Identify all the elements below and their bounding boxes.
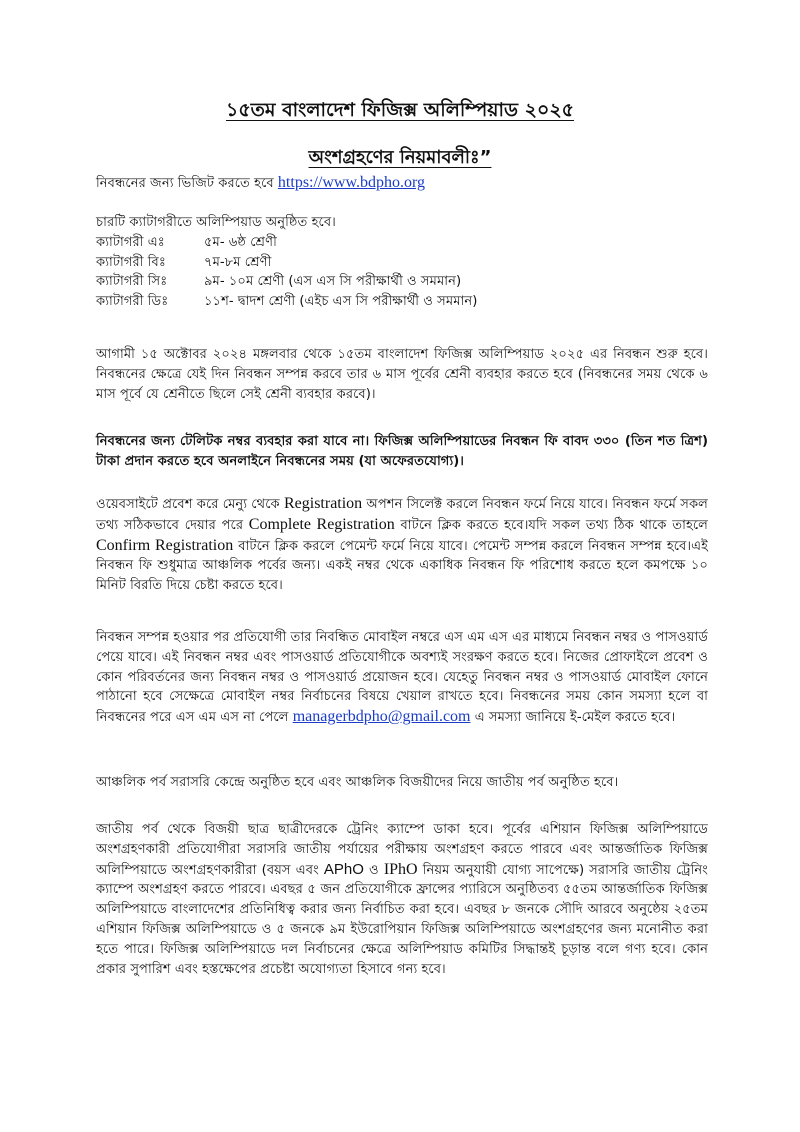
registration-start-text: আগামী ১৫ অক্টোবর ২০২৪ মঙ্গলবার থেকে ১৫তম বাংলাদেশ ফিজিক্স অলিম্পিয়াড ২০২৫ এর নিবন্ধন শুরু হবে। নিবন্ধনের ক্ষেত্রে যেই দিন নিবন্ধন সম্পন্ন করবে তার ৬ মাস পূর্বের শ্রেনী ব্যবহার করতে হবে (নিবন্ধনের সময় থেকে ৬ মাস পূর্বে যে শ্রেনীতে ছিলে সেই শ্রেনী ব্যবহার করবে)। bbox=[96, 347, 708, 402]
fee-paragraph bbox=[96, 432, 708, 472]
category-detail: ৯ম- ১০ম শ্রেণী (এস এস সি পরীক্ষার্থী ও সমমান) bbox=[204, 274, 462, 290]
confirm-registration-term: Confirm Registration bbox=[96, 536, 234, 554]
category-detail: ১১শ- দ্বাদশ শ্রেণী (এইচ এস সি পরীক্ষার্থী ও সমমান) bbox=[204, 294, 478, 310]
national-text-1: জাতীয় পর্ব থেকে বিজয়ী ছাত্র ছাত্রীদেরকে ট্রেনিং ক্যাম্পে ডাকা হবে। পূর্বের এশিয়ান ফিজিক্স অলিম্পিয়াডে অংশগ্রহণকারী প্রতিযোগীরা সরাসরি জাতীয় পর্যায়ের পরীক্ষায় অংশগ্রহণ করতে পারবে এবং আন্তর্জাতিক ফিজিক্স অলিম্পিয়াডে অংশগ্রহণকারীরা (বয়স এবং bbox=[96, 822, 708, 878]
category-name: ক্যাটাগরী এঃ bbox=[96, 234, 165, 250]
category-detail: ৫ম- ৬ষ্ঠ শ্রেণী bbox=[204, 234, 277, 250]
password-paragraph bbox=[96, 628, 708, 728]
registration-start-paragraph bbox=[96, 345, 708, 404]
category-item bbox=[96, 292, 708, 312]
website-text-2: অপশন সিলেক্ট করলে নিবন্ধন ফর্মে নিয়ে যাবে। নিবন্ধন ফর্মে সকল তথ্য সঠিকভাবে দেয়ার পরে bbox=[96, 497, 708, 533]
rules-heading bbox=[0, 143, 800, 174]
category-item bbox=[96, 272, 708, 292]
document-title-text: ১৫তম বাংলাদেশ ফিজিক্স অলিম্পিয়াড ২০২৫ bbox=[226, 99, 574, 121]
national-text-2: ও bbox=[369, 862, 379, 878]
visit-prefix: নিবন্ধনের জন্য ভিজিট করতে হবে bbox=[96, 176, 274, 191]
fee-text: নিবন্ধনের জন্য টেলিটক নম্বর ব্যবহার করা যাবে না। ফিজিক্স অলিম্পিয়াডের নিবন্ধন ফি বাবদ ৩৩০ (তিন শত ত্রিশ) টাকা প্রদান করতে হবে অনলাইনে নিবন্ধনের সময় (যা অফেরতযোগ্য)। bbox=[96, 434, 708, 469]
rules-heading-text: অংশগ্রহণের নিয়মাবলীঃ” bbox=[308, 147, 492, 168]
category-name: ক্যাটাগরী বিঃ bbox=[96, 254, 166, 270]
document-title bbox=[0, 96, 800, 128]
categories-intro: চারটি ক্যাটাগরীতে অলিম্পিয়াড অনুষ্ঠিত হবে। bbox=[96, 215, 336, 230]
category-item bbox=[96, 253, 708, 273]
apho-term: APhO bbox=[323, 860, 364, 878]
complete-registration-term: Complete Registration bbox=[248, 515, 395, 533]
website-text-1: ওয়েবসাইটে প্রবেশ করে মেন্যু থেকে bbox=[96, 497, 280, 512]
website-text-4: বাটনে ক্লিক করলে পেমেন্ট ফর্মে নিয়ে যাবে। পেমেন্ট সম্পন্ন করলে নিবন্ধন সম্পন্ন হবে।এই নিবন্ধন ফি শুধুমাত্র আঞ্চলিক পর্বের জন্য। একই নম্বর থেকে একাধিক নিবন্ধন ফি পরিশোধ করতে হলে কমপক্ষে ১০ মিনিট বিরতি দিয়ে চেষ্টা করতে হবে। bbox=[96, 538, 708, 594]
registration-term: Registration bbox=[283, 495, 363, 512]
website-text-3: বাটনে ক্লিক করতে হবে।যদি সকল তথ্য ঠিক থাকে তাহলে bbox=[400, 517, 708, 533]
regional-text: আঞ্চলিক পর্ব সরাসরি কেন্দ্রে অনুষ্ঠিত হবে এবং আঞ্চলিক বিজয়ীদের নিয়ে জাতীয় পর্ব অনুষ্ঠিত হবে। bbox=[96, 775, 619, 790]
visit-line bbox=[96, 173, 708, 194]
national-text-3: নিয়ম অনুযায়ী যোগ্য সাপেক্ষে) সরাসরি জাতীয় ট্রেনিং ক্যাম্পে অংশগ্রহণ করতে পারবে। এবছর ৫ জন প্রতিযোগীকে ফ্রান্সের প্যারিসে অনুষ্ঠিতব্য ৫৫তম আন্তর্জাতিক ফিজিক্স অলিম্পিয়াডে বাংলাদেশের প্রতিনিধিত্ব করার জন্য নির্বাচিত করা হবে। এবছর ৮ জনকে সৌদি আরবে অনুষ্ঠেয় ২৫তম এশিয়ান ফিজিক্স অলিম্পিয়াডে ও ৫ জনকে ৯ম ইউরোপিয়ান ফিজিক্স অলিম্পিয়াডে অংশগ্রহণের জন্য মনোনীত করা হতে পারে। ফিজিক্স অলিম্পিয়াডে দল নির্বাচনের ক্ষেত্রে অলিম্পিয়াড কমিটির সিদ্ধান্তই চূড়ান্ত বলে গণ্য হবে। কোন প্রকার সুপারিশ এবং হস্তক্ষেপের প্রচেষ্টা অযোগ্যতা হিসাবে গন্য হবে। bbox=[96, 862, 708, 977]
category-name: ক্যাটাগরী সিঃ bbox=[96, 274, 168, 290]
national-paragraph bbox=[96, 820, 708, 979]
regional-paragraph bbox=[96, 773, 708, 793]
ipho-term: IPhO bbox=[383, 860, 418, 878]
website-instructions-paragraph bbox=[96, 494, 708, 596]
category-detail: ৭ম-৮ম শ্রেণী bbox=[204, 254, 272, 270]
password-suffix: এ সমস্যা জানিয়ে ই-মেইল করতে হবে। bbox=[474, 710, 676, 726]
category-item bbox=[96, 233, 708, 253]
categories-section bbox=[96, 213, 708, 312]
password-text: নিবন্ধন সম্পন্ন হওয়ার পর প্রতিযোগী তার নিবন্ধিত মোবাইল নম্বরে এস এম এস এর মাধ্যমে নিবন্ধন নম্বর ও পাসওয়ার্ড পেয়ে যাবে। এই নিবন্ধন নম্বর এবং পাসওয়ার্ড প্রতিযোগীকে অবশ্যই সংরক্ষণ করতে হবে। নিজের প্রোফাইলে প্রবেশ ও কোন পরিবর্তনের জন্য নিবন্ধন নম্বর ও পাসওয়ার্ড প্রয়োজন হবে। যেহেতু নিবন্ধন নম্বর ও পাসওয়ার্ড মোবাইল ফোনে পাঠানো হবে সেক্ষেত্রে মোবাইল নম্বর নির্বাচনের বিষয়ে খেয়াল রাখতে হবে। নিবন্ধনের সময় কোন সমস্যা হলে বা নিবন্ধনের পরে এস এম এস না পেলে bbox=[96, 630, 708, 726]
category-name: ক্যাটাগরী ডিঃ bbox=[96, 294, 169, 310]
email-link[interactable]: managerbdpho@gmail.com bbox=[292, 708, 471, 726]
website-link[interactable]: https://www.bdpho.org bbox=[277, 174, 426, 191]
